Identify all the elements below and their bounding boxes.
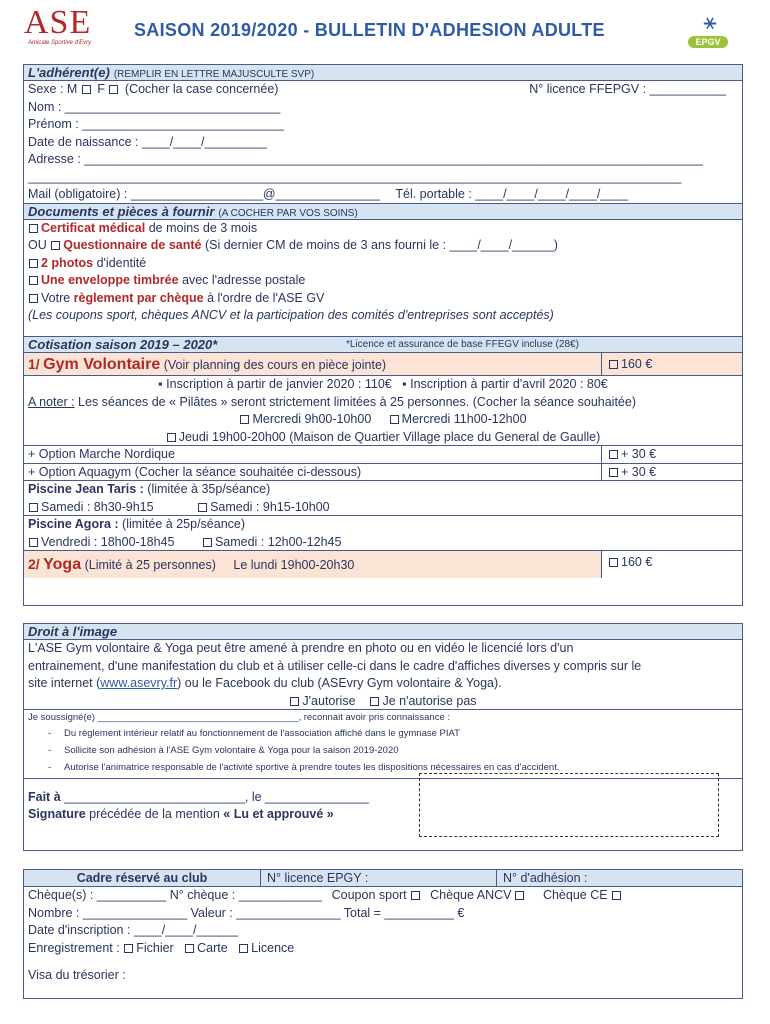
sexe-f-label: F (97, 82, 105, 96)
mercredi2-label: Mercredi 11h00-12h00 (401, 412, 527, 426)
doc-questionnaire (24, 237, 742, 255)
fichier-checkbox[interactable] (124, 944, 133, 953)
engagement-item (24, 725, 742, 742)
taris1-checkbox[interactable] (29, 503, 38, 512)
signature-label: Signature (28, 807, 86, 821)
cadre-header-title: Cadre réservé au club (24, 870, 261, 886)
signature-quote: « Lu et approuvé » (223, 807, 334, 821)
soussigne-field[interactable]: Je soussigné(e) ______________________________________, reconnait avoir pris connaissance : (28, 712, 451, 723)
carte-label: Carte (197, 940, 228, 955)
ce-label: Chèque CE (542, 888, 608, 902)
pilates-jeudi-row (24, 429, 742, 447)
yoga-price (601, 551, 742, 578)
sexe-row (24, 81, 742, 99)
nom-field[interactable]: Nom : _______________________________ (28, 99, 281, 114)
marche-label: + Option Marche Nordique (28, 447, 175, 461)
yoga-note: (Limité à 25 personnes) (84, 558, 216, 572)
marche-row (24, 446, 742, 464)
marche-price-value: + 30 € (621, 447, 657, 461)
site-link[interactable]: www.asevry.fr (100, 676, 178, 690)
aquagym-label: + Option Aquagym (Cocher la séance souhaitée ci-dessous) (28, 464, 362, 479)
ase-logo-text: ASE (24, 4, 92, 41)
sexe-label: Sexe : M (28, 82, 78, 96)
cheques-field[interactable]: Chèque(s) : __________ N° chèque : ____________ (28, 888, 323, 902)
photos-note: d'identité (96, 255, 147, 270)
reglement-label: règlement par chèque (73, 290, 204, 305)
ancv-checkbox[interactable] (515, 891, 524, 900)
licence-field[interactable]: N° licence FFEPGV : ___________ (529, 82, 726, 96)
sexe-f-checkbox[interactable] (109, 85, 118, 94)
ase-logo (24, 6, 104, 52)
coupon-checkbox[interactable] (411, 891, 420, 900)
contact-row (24, 186, 742, 204)
cotisation-header-note: *Licence et assurance de base FFEGV incluse (28€) (346, 339, 579, 350)
ase-logo-subtitle: Amicale Sportive d'Evry (28, 40, 92, 46)
agora-label: Piscine Agora : (28, 517, 119, 531)
taris-sessions-row (24, 499, 742, 517)
aquagym-price-value: + 30 € (621, 464, 657, 479)
signature-row (24, 806, 334, 824)
marche-checkbox[interactable] (609, 450, 618, 459)
epgv-badge: EPGV (688, 36, 728, 48)
engagement-item (24, 742, 742, 759)
gym-price-value: 160 € (621, 357, 653, 371)
gymnast-icon: ⚹ (703, 9, 717, 34)
doc-reglement (24, 290, 742, 308)
droit-text-3-pre: site internet ( (28, 676, 101, 690)
cadre-header (24, 870, 742, 887)
engagement-text: Autorise l'animatrice responsable de l'activité sportive à prendre toutes les dispositions nécessaires en cas d'accident. (64, 762, 560, 773)
carte-checkbox[interactable] (185, 944, 194, 953)
adherent-header-note: (REMPLIR EN LETTRE MAJUSCULTE SVP) (113, 69, 315, 80)
cadre-adhesion-label: N° d'adhésion : (503, 871, 588, 885)
mercredi1-label: Mercredi 9h00-10h00 (252, 412, 372, 426)
documents-note: (Les coupons sport, chèques ANCV et la participation des comités d'entreprises sont acceptés) (28, 308, 554, 322)
nombre-field[interactable]: Nombre : _______________ Valeur : _______________ Total = __________ € (28, 905, 465, 920)
documents-header-title: Documents et pièces à fournir (28, 203, 215, 219)
yoga-number: 2/ (28, 556, 40, 572)
yoga-price-value: 160 € (621, 555, 653, 569)
taris1-label: Samedi : 8h30-9h15 (41, 499, 154, 514)
doc-enveloppe (24, 272, 742, 290)
yoga-label: Yoga (43, 556, 82, 573)
droit-text-3 (24, 675, 742, 693)
form-main-box (23, 64, 743, 606)
engagement-text: Du règlement intérieur relatif au fonctionnement de l'association affiché dans le gymnase PIAT (64, 728, 460, 739)
photos-label: 2 photos (41, 255, 94, 270)
cotisation-header-title: Cotisation saison 2019 – 2020* (28, 337, 218, 352)
visa-field[interactable]: Visa du trésorier : (28, 968, 126, 982)
cadre-reserve-box (23, 869, 743, 999)
agora1-label: Vendredi : 18h00-18h45 (41, 534, 175, 549)
bullet-icon: ▪ (158, 377, 163, 391)
signature-area (24, 779, 742, 841)
autorise-pas-checkbox[interactable] (370, 697, 379, 706)
cheque-row (24, 887, 742, 905)
enregistrement-row (24, 940, 742, 958)
inscription-janvier: Inscription à partir de janvier 2020 : 110€ (166, 377, 392, 391)
signature-box[interactable] (419, 773, 719, 837)
reglement-checkbox[interactable] (29, 294, 38, 303)
jeudi-label: Jeudi 19h00-20h00 (Maison de Quartier Village place du General de Gaulle) (178, 429, 601, 444)
mercredi2-checkbox[interactable] (390, 415, 399, 424)
certificat-note: de moins de 3 mois (148, 220, 258, 235)
adresse-field[interactable]: Adresse : _________________________________________________________________________________________ (28, 152, 703, 166)
bullet-icon: ▪ (402, 377, 407, 391)
adherent-header-title: L'adhérent(e) (28, 65, 110, 80)
aquagym-row (24, 464, 742, 482)
adresse-line2-field[interactable]: ______________________________________________________________________________________________ (28, 169, 682, 184)
dash-icon: - (48, 745, 52, 756)
questionnaire-note: (Si dernier CM de moins de 3 ans fourni le : ____/____/______) (204, 238, 558, 252)
dash-icon: - (48, 762, 52, 773)
enveloppe-note: avec l'adresse postale (182, 273, 306, 287)
fichier-label: Fichier (136, 940, 174, 955)
yoga-time: Le lundi 19h00-20h30 (233, 558, 355, 572)
sexe-note: (Cocher la case concernée) (124, 82, 279, 96)
pilates-mercredi-row (24, 411, 742, 429)
droit-text-3-post: ) ou le Facebook du club (ASEvry Gym volontaire & Yoga). (177, 676, 502, 690)
adherent-header (24, 65, 742, 81)
autorisation-row (24, 693, 742, 711)
agora2-label: Samedi : 12h00-12h45 (214, 534, 342, 549)
certificat-label: Certificat médical (41, 220, 146, 235)
agora-row (24, 516, 742, 534)
mercredi1-checkbox[interactable] (240, 415, 249, 424)
taris-note: (limitée à 35p/séance) (147, 482, 271, 496)
certificat-checkbox[interactable] (29, 224, 38, 233)
enveloppe-label: Une enveloppe timbrée (41, 273, 179, 287)
taris-row (24, 481, 742, 499)
gym-price (601, 353, 742, 375)
autorise-checkbox[interactable] (290, 697, 299, 706)
autorise-pas-label: Je n'autorise pas (382, 693, 477, 708)
agora1-checkbox[interactable] (29, 538, 38, 547)
fait-a-label: Fait à (28, 790, 61, 804)
inscriptions-row (24, 376, 742, 394)
spacer (24, 957, 742, 967)
doc-photos (24, 255, 742, 273)
tel-field[interactable]: Tél. portable : ____/____/____/____/____ (395, 187, 629, 201)
pilates-note-row (24, 394, 742, 412)
photos-checkbox[interactable] (29, 259, 38, 268)
droit-header: Droit à l'image (24, 624, 742, 640)
reglement-prefix: Votre (41, 290, 71, 305)
prenom-field[interactable]: Prénom : _____________________________ (28, 117, 284, 131)
questionnaire-label: Questionnaire de santé (63, 238, 202, 252)
taris2-label: Samedi : 9h15-10h00 (210, 499, 330, 514)
cotisation-header (24, 337, 742, 353)
documents-header (24, 204, 742, 220)
ancv-label: Chèque ANCV (430, 888, 512, 902)
jeudi-checkbox[interactable] (167, 433, 176, 442)
dash-icon: - (48, 728, 52, 739)
yoga-row (24, 551, 742, 578)
yoga-checkbox[interactable] (609, 558, 618, 567)
documents-header-note: (A COCHER PAR VOS SOINS) (218, 207, 358, 219)
ou-label: OU (28, 238, 47, 252)
droit-image-box (23, 623, 743, 851)
aquagym-checkbox[interactable] (609, 468, 618, 477)
a-noter-label: A noter : (28, 394, 75, 409)
autorise-label: J'autorise (302, 693, 356, 708)
reglement-note: à l'ordre de l'ASE GV (207, 290, 325, 305)
engagement-text: Sollicite son adhésion à l'ASE Gym volontaire & Yoga pour la saison 2019-2020 (64, 745, 399, 756)
licence-checkbox[interactable] (239, 944, 248, 953)
pilates-note: Les séances de « Pilâtes » seront strictement limitées à 25 personnes. (Cocher la séance souhaitée) (78, 394, 636, 409)
taris2-checkbox[interactable] (198, 503, 207, 512)
gym-number: 1/ (28, 356, 40, 372)
gym-note: (Voir planning des cours en pièce jointe) (163, 358, 387, 372)
mail-field[interactable]: Mail (obligatoire) : ___________________@_______________ (28, 187, 380, 201)
gym-checkbox[interactable] (609, 360, 618, 369)
aquagym-price (601, 464, 742, 481)
ce-checkbox[interactable] (612, 891, 621, 900)
date-inscription-field[interactable]: Date d'inscription : ____/____/______ (28, 923, 239, 937)
page-title: SAISON 2019/2020 - BULLETIN D'ADHESION ADULTE (134, 20, 605, 40)
doc-certificat (24, 220, 742, 238)
agora-note: (limitée à 25p/séance) (122, 517, 246, 531)
licence-label: Licence (251, 940, 295, 955)
epgv-logo (688, 10, 732, 52)
taris-label: Piscine Jean Taris : (28, 482, 144, 496)
coupon-label: Coupon sport (331, 888, 407, 902)
agora-sessions-row (24, 534, 742, 552)
questionnaire-checkbox[interactable] (51, 241, 60, 250)
gym-row (24, 353, 742, 376)
naissance-field[interactable]: Date de naissance : ____/____/_________ (28, 134, 268, 149)
cadre-licence-label: N° licence EPGY : (261, 870, 497, 886)
inscription-avril: Inscription à partir d'avril 2020 : 80€ (410, 377, 608, 391)
signature-mention: précédée de la mention (89, 807, 220, 821)
droit-text-2: entrainement, d'une manifestation du club et à utiliser celle-ci dans le cadre d'affiches diverses y compris sur le (28, 658, 642, 673)
droit-text-1: L'ASE Gym volontaire & Yoga peut être amené à prendre en photo ou en vidéo le licencié lors d'un (28, 641, 574, 655)
sexe-m-checkbox[interactable] (82, 85, 91, 94)
fait-a-field[interactable]: __________________________, le _______________ (64, 790, 370, 804)
gym-label: Gym Volontaire (43, 356, 161, 373)
agora2-checkbox[interactable] (203, 538, 212, 547)
fait-a-row (24, 789, 369, 807)
marche-price (601, 446, 742, 463)
enregistrement-label: Enregistrement : (28, 940, 120, 955)
enveloppe-checkbox[interactable] (29, 276, 38, 285)
